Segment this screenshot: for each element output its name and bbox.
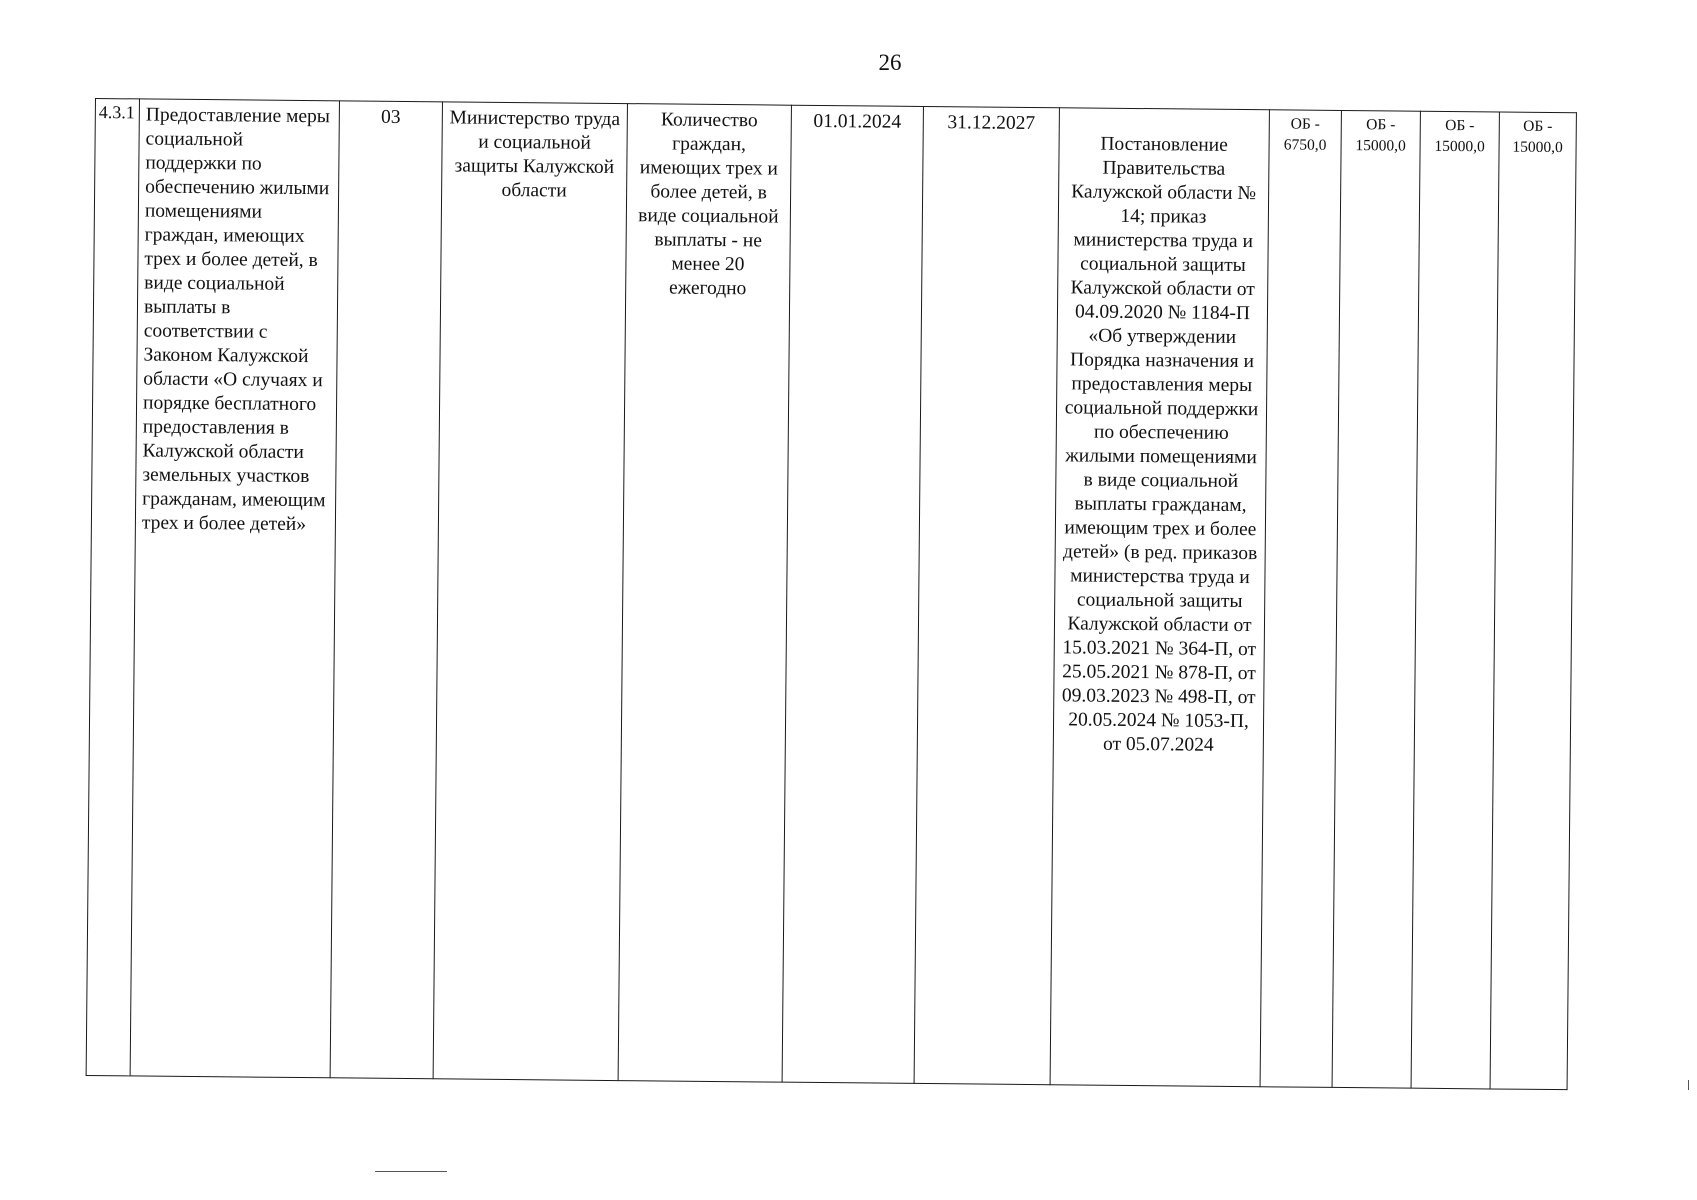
funding-source: ОБ - bbox=[1523, 117, 1553, 135]
scan-artifact-mark bbox=[1688, 1080, 1689, 1090]
cell-end-date: 31.12.2027 bbox=[914, 106, 1059, 1084]
cell-funding-2024 bbox=[1260, 110, 1341, 1088]
cell-legal-basis: Постановление Правительства Калужской области № 14; приказ министерства труда и социальной защиты Калужской области от 04.09.2020 № 1184-П «Об утверждении Порядка назначения и предоставления меры социальной поддержки по обеспечению жилыми помещениями в виде социальной выплаты гражданам, имеющим трех и более детей» (в ред. приказов министерства труда и социальной защиты Калужской области от 15.03.2021 № 364-П, от 25.05.2021 № 878-П, от 09.03.2023 № 498-П, от 20.05.2024 № 1053-П, от 05.07.2024 bbox=[1050, 108, 1269, 1087]
cell-item-number: 4.3.1 bbox=[86, 99, 139, 1076]
cell-funding-2027 bbox=[1490, 112, 1576, 1090]
cell-funding-2025 bbox=[1332, 110, 1420, 1088]
funding-source: ОБ - bbox=[1366, 116, 1396, 134]
program-activities-table bbox=[86, 98, 1577, 1090]
page-number: 26 bbox=[878, 50, 902, 75]
cell-code: 03 bbox=[330, 101, 442, 1079]
table-row bbox=[86, 99, 1576, 1090]
funding-amount: 15000,0 bbox=[1434, 137, 1485, 156]
cell-executor: Министерство труда и социальной защиты Калужской области bbox=[433, 102, 627, 1081]
funding-source: ОБ - bbox=[1290, 115, 1320, 133]
cell-activity-name: Предоставление меры социальной поддержки по обеспечению жилыми помещениями граждан, имеющих трех и более детей, в виде социальной выплаты в соответствии с Законом Калужской области «О случаях и порядке бесплатного предоставления в Калужской области земельных участков гражданам, имеющим трех и более детей» bbox=[130, 99, 339, 1078]
funding-amount: 15000,0 bbox=[1512, 138, 1563, 157]
cell-indicator: Количество граждан, имеющих трех и более детей, в виде социальной выплаты - не менее 20 ежегодно bbox=[618, 104, 791, 1083]
cell-start-date: 01.01.2024 bbox=[782, 105, 923, 1083]
funding-amount: 15000,0 bbox=[1355, 137, 1406, 155]
scan-artifact-line bbox=[375, 1171, 447, 1172]
cell-funding-2026 bbox=[1411, 111, 1499, 1089]
funding-source: ОБ - bbox=[1445, 116, 1475, 135]
funding-amount: 6750,0 bbox=[1283, 136, 1327, 154]
